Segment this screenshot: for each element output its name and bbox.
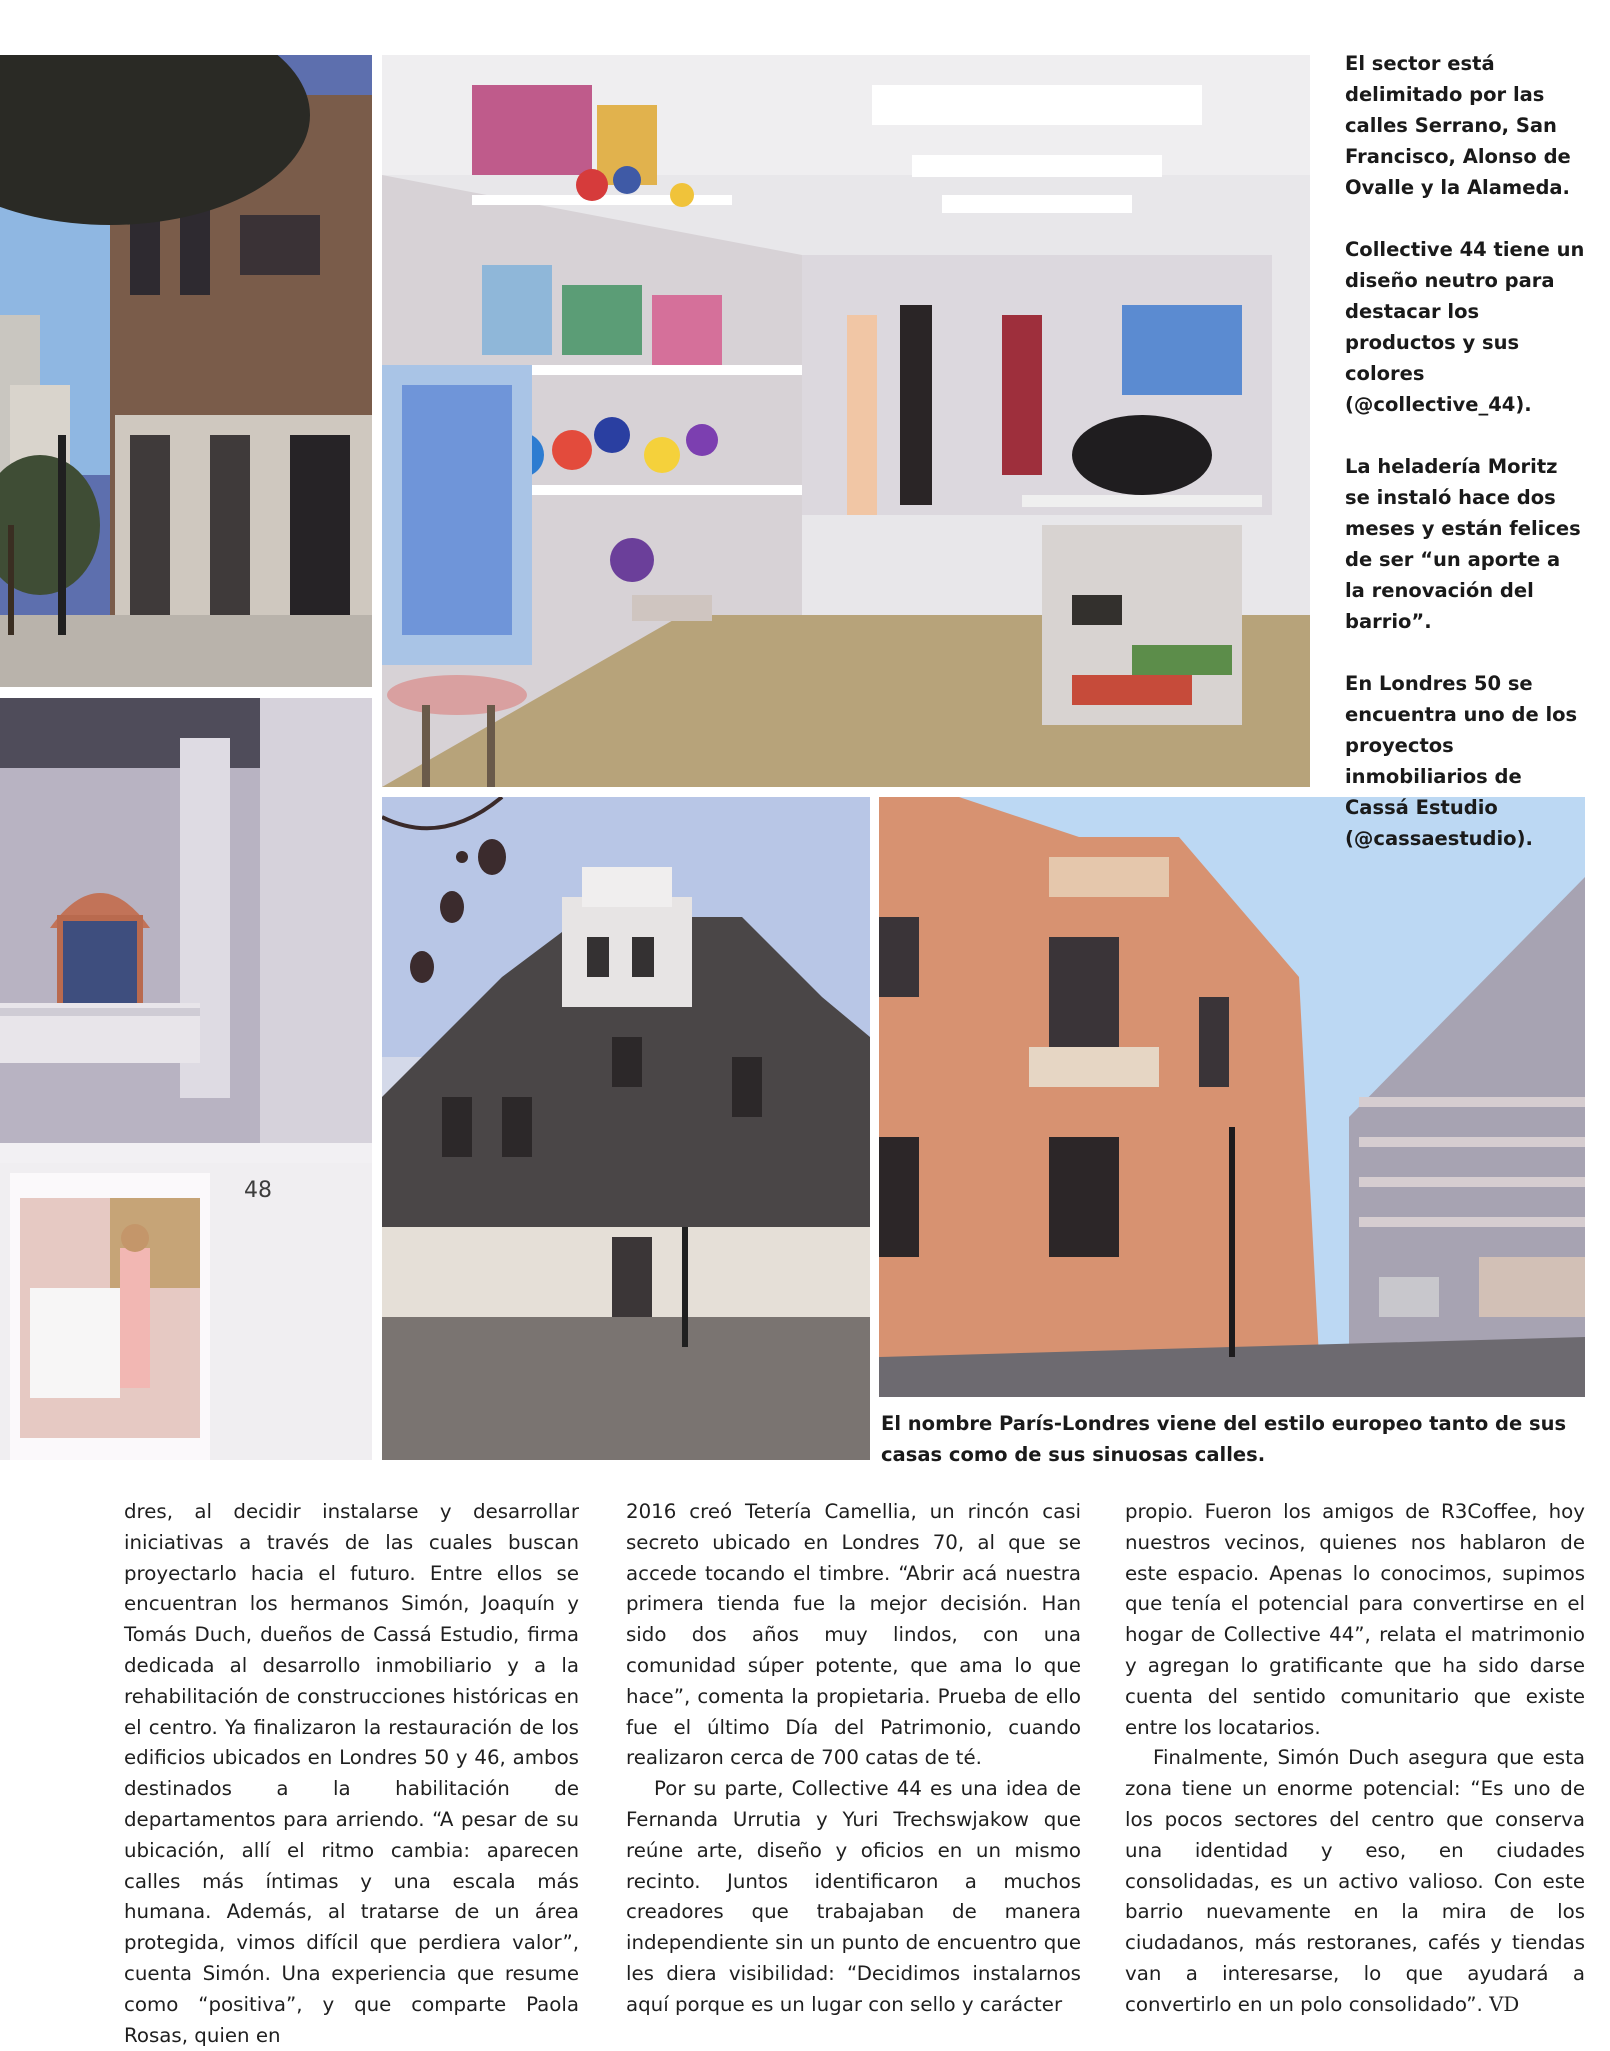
caption-sector: El sector está delimitado por las calles Serrano, San Francisco, Alonso de Ovalle y la Alameda. xyxy=(1345,52,1571,199)
article-column-3 xyxy=(1125,1497,1585,2021)
author-signature: VD xyxy=(1489,1992,1520,2016)
shop-interior-photo xyxy=(382,55,1310,787)
paragraph: dres, al decidir instalarse y desarrollar iniciativas a través de las cuales buscan proyectarlo hacia el futuro. Entre ellos se encuentran los hermanos Simón, Joaquín y Tomás Duch, dueños de Cassá Estudio, firma dedicada al desarrollo inmobiliario y a la rehabilitación de construcciones históricas en el centro. Ya finalizaron la restauración de los edificios ubicados en Londres 50 y 46, ambos destinados a la habilitación de departamentos para arriendo. “A pesar de su ubicación, allí el ritmo cambia: aparecen calles más íntimas y una escala más humana. Además, al tratarse de un área protegida, vimos difícil que perdiera valor”, cuenta Simón. Una experiencia que resume como “positiva”, y que comparte Paola Rosas, quien en xyxy=(124,1500,579,2047)
paragraph-text: Finalmente, Simón Duch asegura que esta zona tiene un enorme potencial: “Es uno de los pocos sectores del centro que conserva una identidad y eso, en ciudades consolidadas, es un activo valioso. Con este barrio nuevamente en la mira de los ciudadanos, más restoranes, cafés y tiendas van a interesarse, lo que ayudará a convertirlo en un polo consolidado”. xyxy=(1125,1746,1585,2016)
paragraph: propio. Fueron los amigos de R3Coffee, hoy nuestros vecinos, quienes nos hablaron de este espacio. Apenas lo conocimos, supimos que tenía el potencial para convertirse en el hogar de Collective 44”, relata el matrimonio y agregan lo gratificante que ha sido darse cuenta del sentido comunitario que existe entre los locatarios. xyxy=(1125,1500,1585,1739)
caption-paris-londres: El nombre París-Londres viene del estilo europeo tanto de sus casas como de sus sinuosas calles. xyxy=(881,1412,1567,1466)
paris-londres-street-photo xyxy=(879,797,1585,1397)
street-photo xyxy=(0,55,372,687)
house-number: 48 xyxy=(244,1178,272,1203)
caption-moritz: La heladería Moritz se instaló hace dos meses y están felices de ser “un aporte a la renovación del barrio”. xyxy=(1345,455,1581,633)
article-column-1 xyxy=(124,1497,579,2051)
photo-captions xyxy=(1345,48,1585,885)
caption-collective: Collective 44 tiene un diseño neutro para destacar los productos y sus colores (@collective_44). xyxy=(1345,238,1585,416)
paragraph: 2016 creó Tetería Camellia, un rincón casi secreto ubicado en Londres 70, al que se accede tocando el timbre. “Abrir acá nuestra primera tienda fue la mejor decisión. Han sido dos años muy lindos, con una comunidad súper potente, que ama lo que hace”, comenta la propietaria. Prueba de ello fue el último Día del Patrimonio, cuando realizaron cerca de 700 catas de té. xyxy=(626,1500,1081,1770)
caption-londres-50: En Londres 50 se encuentra uno de los proyectos inmobiliarios de Cassá Estudio (@cassaestudio). xyxy=(1345,672,1578,850)
corner-building-photo xyxy=(382,797,870,1460)
article-column-2 xyxy=(626,1497,1081,2021)
moritz-entrance-photo xyxy=(0,698,372,1460)
paragraph xyxy=(1125,1743,1585,2020)
paragraph: Por su parte, Collective 44 es una idea de Fernanda Urrutia y Yuri Trechswjakow que reúne arte, diseño y oficios en un mismo recinto. Juntos identificaron a muchos creadores que trabajaban de manera independiente sin un punto de encuentro que les diera visibilidad: “Decidimos instalarnos aquí porque es un lugar con sello y carácter xyxy=(626,1777,1081,2016)
